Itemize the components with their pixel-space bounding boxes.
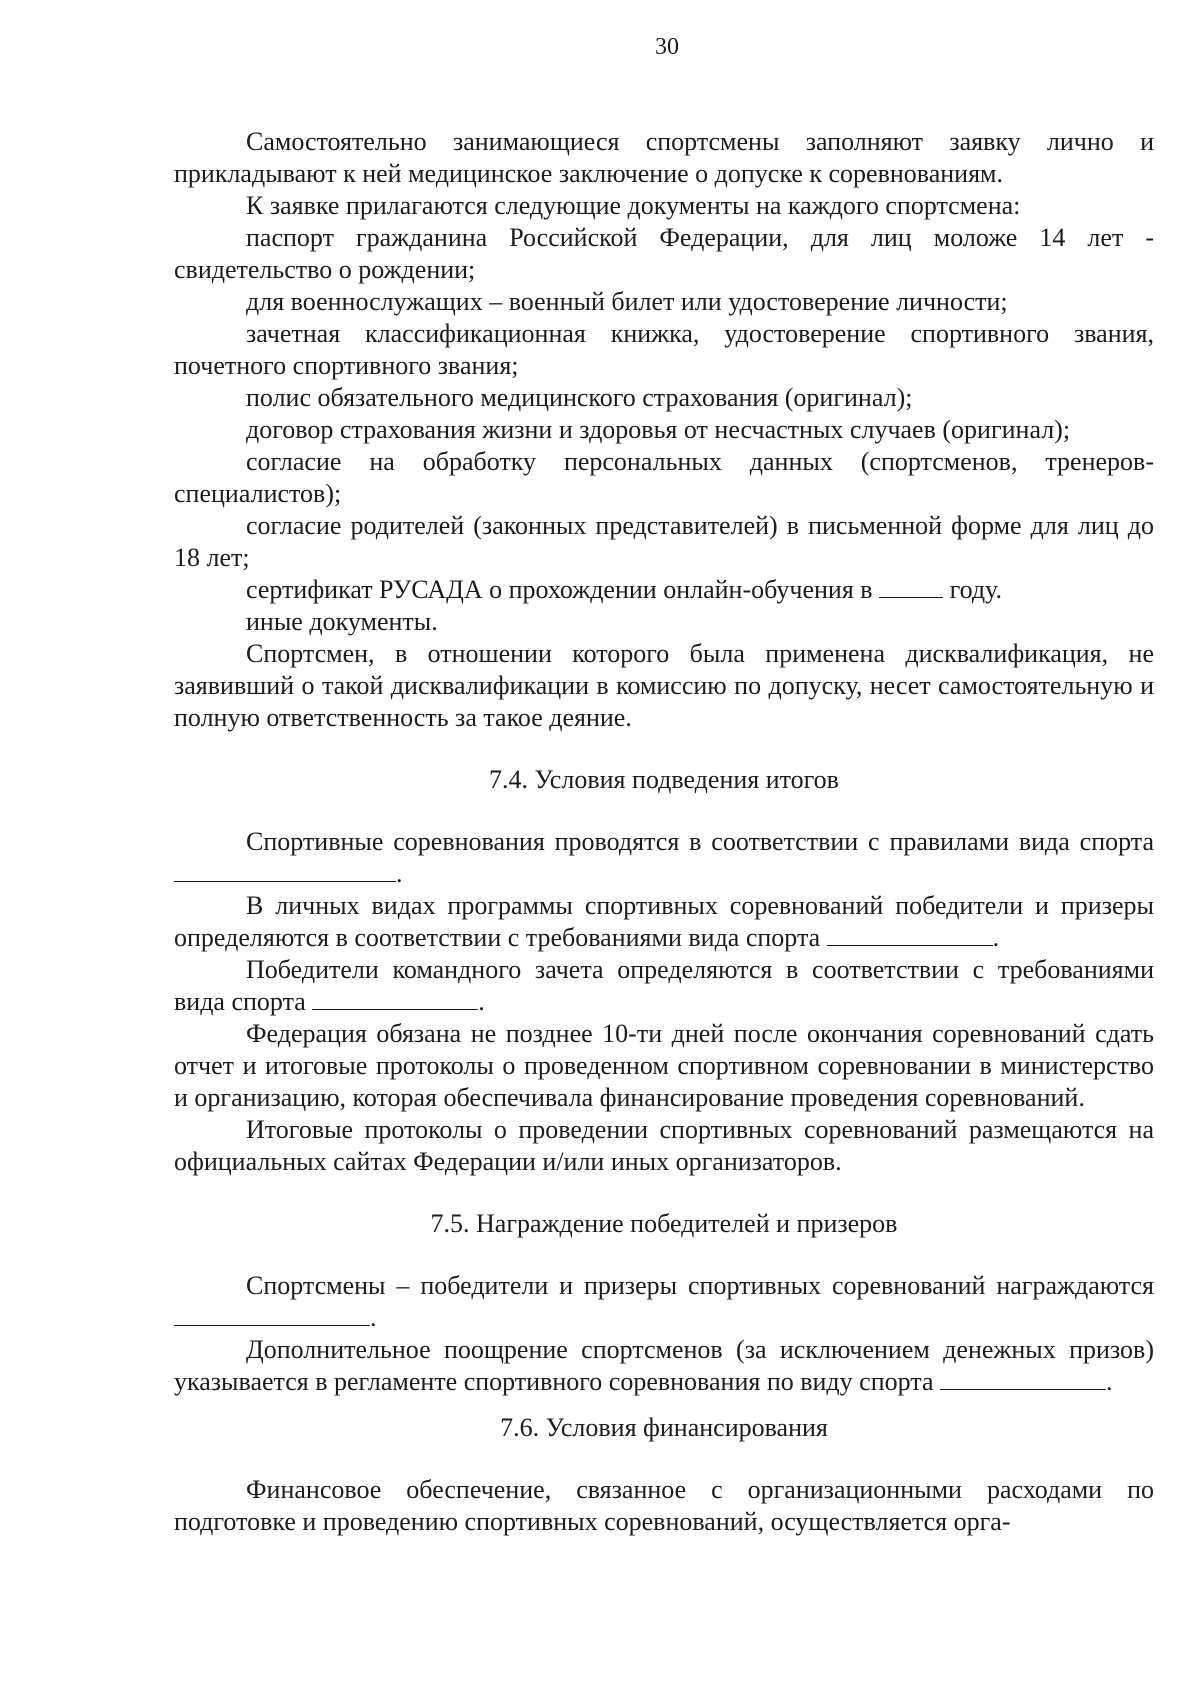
period: .	[396, 859, 403, 888]
awards-text: Спортсмены – победители и призеры спортивных соревнований награждаются	[246, 1271, 1154, 1300]
paragraph-additional-incentives	[174, 1334, 1154, 1398]
paragraph-self-training-athletes: Самостоятельно занимающиеся спортсмены заполняют заявку лично и прикладывают к ней медицинское заключение о допуске к соревнованиям.	[174, 127, 1154, 188]
list-item-medical-insurance: полис обязательного медицинского страхования (оригинал);	[246, 383, 913, 412]
fill-in-blank	[879, 575, 943, 598]
list-item-classification-book: зачетная классификационная книжка, удостоверение спортивного звания, почетного спортивного звания;	[174, 319, 1154, 380]
paragraph-team-winners	[174, 954, 1154, 1018]
paragraph-awards	[174, 1270, 1154, 1334]
fill-in-blank	[827, 923, 993, 946]
period: .	[478, 987, 485, 1016]
list-item-rusada-certificate	[174, 574, 1154, 606]
period: .	[1105, 1367, 1113, 1396]
additional-incentives-text: Дополнительное поощрение спортсменов (за исключением денежных призов) указывается в регламенте спортивного соревнования по виду спорта	[174, 1335, 1154, 1396]
rusada-year-text: году.	[949, 575, 1002, 604]
paragraph-sport-rules	[174, 826, 1154, 890]
list-item-parental-consent: согласие родителей (законных представителей) в письменной форме для лиц до 18 лет;	[174, 511, 1154, 572]
team-winners-text: Победители командного зачета определяются в соответствии с требованиями вида спорта	[174, 955, 1154, 1016]
rusada-text: сертификат РУСАДА о прохождении онлайн-обучения в	[246, 575, 873, 604]
period: .	[992, 923, 1000, 952]
fill-in-blank	[312, 987, 478, 1010]
individual-winners-text: В личных видах программы спортивных соревнований победители и призеры определяются в соответствии с требованиями вида спорта	[174, 891, 1154, 952]
paragraph-federation-report: Федерация обязана не позднее 10-ти дней после окончания соревнований сдать отчет и итоговые протоколы о проведенном спортивном соревновании в министерство и организацию, которая обеспечивала финансирование проведения соревнований.	[174, 1019, 1154, 1112]
list-item-personal-data-consent: согласие на обработку персональных данных (спортсменов, тренеров-специалистов);	[174, 447, 1154, 508]
page-number: 30	[655, 34, 679, 60]
fill-in-blank	[174, 859, 396, 882]
paragraph-disqualification: Спортсмен, в отношении которого была применена дисквалификация, не заявивший о такой дисквалификации в комиссию по допуску, несет самостоятельную и полную ответственность за такое деяние.	[174, 639, 1154, 732]
list-item-military-id: для военнослужащих – военный билет или удостоверение личности;	[246, 287, 1008, 316]
paragraph-financing: Финансовое обеспечение, связанное с организационными расходами по подготовке и проведению спортивных соревнований, осуществляется орга-	[174, 1475, 1154, 1536]
paragraph-final-protocols: Итоговые протоколы о проведении спортивных соревнований размещаются на официальных сайтах Федерации и/или иных организаторов.	[174, 1115, 1154, 1176]
sport-rules-text: Спортивные соревнования проводятся в соответствии с правилами вида спорта	[246, 827, 1154, 856]
paragraph-individual-winners	[174, 890, 1154, 954]
section-heading-7-6: 7.6. Условия финансирования	[500, 1413, 828, 1442]
period: .	[370, 1303, 377, 1332]
fill-in-blank	[174, 1303, 370, 1326]
list-item-passport: паспорт гражданина Российской Федерации, для лиц моложе 14 лет - свидетельство о рождении;	[174, 223, 1154, 284]
fill-in-blank	[940, 1367, 1106, 1390]
paragraph-attached-documents: К заявке прилагаются следующие документы на каждого спортсмена:	[246, 191, 1021, 220]
list-item-other-documents: иные документы.	[246, 607, 438, 636]
section-heading-7-5: 7.5. Награждение победителей и призеров	[430, 1209, 898, 1238]
document-body	[174, 126, 1154, 1538]
section-heading-7-4: 7.4. Условия подведения итогов	[489, 765, 839, 794]
list-item-life-insurance: договор страхования жизни и здоровья от несчастных случаев (оригинал);	[246, 415, 1071, 444]
